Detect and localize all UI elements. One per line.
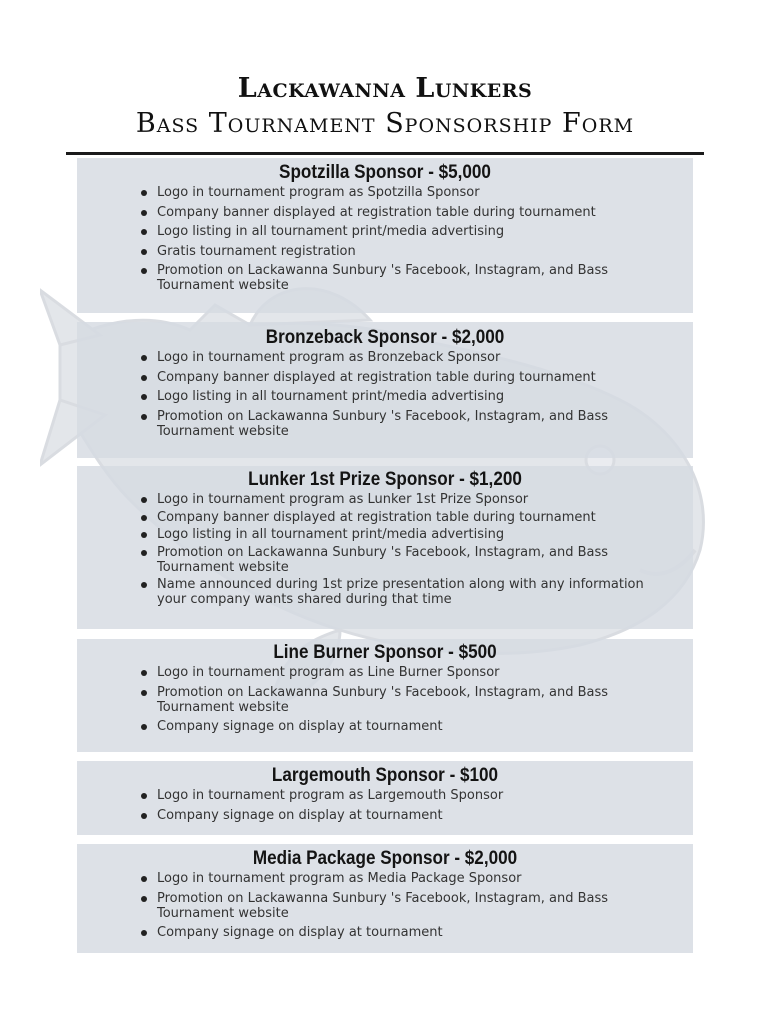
sponsor-tier-bronzeback <box>77 322 693 458</box>
page-header <box>0 74 770 140</box>
page-subtitle: Bass Tournament Sponsorship Form <box>135 108 635 139</box>
sponsor-tier-spotzilla <box>77 158 693 313</box>
sponsor-tier-lunker-1st-prize <box>77 466 693 629</box>
tier-title: Line Burner Sponsor - $500 <box>273 642 497 663</box>
benefit-item: Logo in tournament program as Media Package Sponsor <box>139 871 673 886</box>
benefit-item: Promotion on Lackawanna Sunbury 's Facebook, Instagram, and Bass Tournament website <box>139 263 673 293</box>
benefit-item: Logo in tournament program as Spotzilla Sponsor <box>139 185 673 200</box>
benefit-list <box>139 788 673 823</box>
benefit-item: Company banner displayed at registration table during tournament <box>139 205 673 220</box>
benefit-item: Company signage on display at tournament <box>139 808 673 823</box>
benefit-item: Gratis tournament registration <box>139 244 673 259</box>
benefit-item: Promotion on Lackawanna Sunbury 's Facebook, Instagram, and Bass Tournament website <box>139 891 673 921</box>
benefit-item: Promotion on Lackawanna Sunbury 's Facebook, Instagram, and Bass Tournament website <box>139 409 673 439</box>
tier-title: Spotzilla Sponsor - $5,000 <box>279 162 491 183</box>
sponsor-tier-media-package <box>77 844 693 953</box>
benefit-item: Logo in tournament program as Bronzeback Sponsor <box>139 350 673 365</box>
benefit-list <box>139 665 673 734</box>
benefit-list <box>139 492 673 607</box>
benefit-item: Logo listing in all tournament print/media advertising <box>139 224 673 239</box>
page-title: Lackawanna Lunkers <box>237 73 533 104</box>
benefit-item: Company signage on display at tournament <box>139 719 673 734</box>
sponsor-tier-largemouth <box>77 761 693 835</box>
benefit-item: Logo listing in all tournament print/media advertising <box>139 527 673 542</box>
benefit-item: Logo listing in all tournament print/media advertising <box>139 389 673 404</box>
benefit-list <box>139 185 673 293</box>
sponsor-tier-line-burner <box>77 639 693 752</box>
benefit-item: Company banner displayed at registration table during tournament <box>139 510 673 525</box>
benefit-list <box>139 350 673 439</box>
benefit-item: Company signage on display at tournament <box>139 925 673 940</box>
tier-title: Lunker 1st Prize Sponsor - $1,200 <box>248 469 522 490</box>
tier-title: Media Package Sponsor - $2,000 <box>252 848 518 869</box>
benefit-item: Company banner displayed at registration table during tournament <box>139 370 673 385</box>
benefit-item: Promotion on Lackawanna Sunbury 's Facebook, Instagram, and Bass Tournament website <box>139 685 673 715</box>
benefit-list <box>139 871 673 940</box>
tier-title: Largemouth Sponsor - $100 <box>271 765 499 786</box>
benefit-item: Promotion on Lackawanna Sunbury 's Facebook, Instagram, and Bass Tournament website <box>139 545 673 575</box>
title-divider <box>66 152 704 155</box>
benefit-item: Name announced during 1st prize presentation along with any information your company wants shared during that time <box>139 577 673 607</box>
benefit-item: Logo in tournament program as Line Burner Sponsor <box>139 665 673 680</box>
benefit-item: Logo in tournament program as Lunker 1st Prize Sponsor <box>139 492 673 507</box>
benefit-item: Logo in tournament program as Largemouth Sponsor <box>139 788 673 803</box>
tier-title: Bronzeback Sponsor - $2,000 <box>265 327 505 348</box>
